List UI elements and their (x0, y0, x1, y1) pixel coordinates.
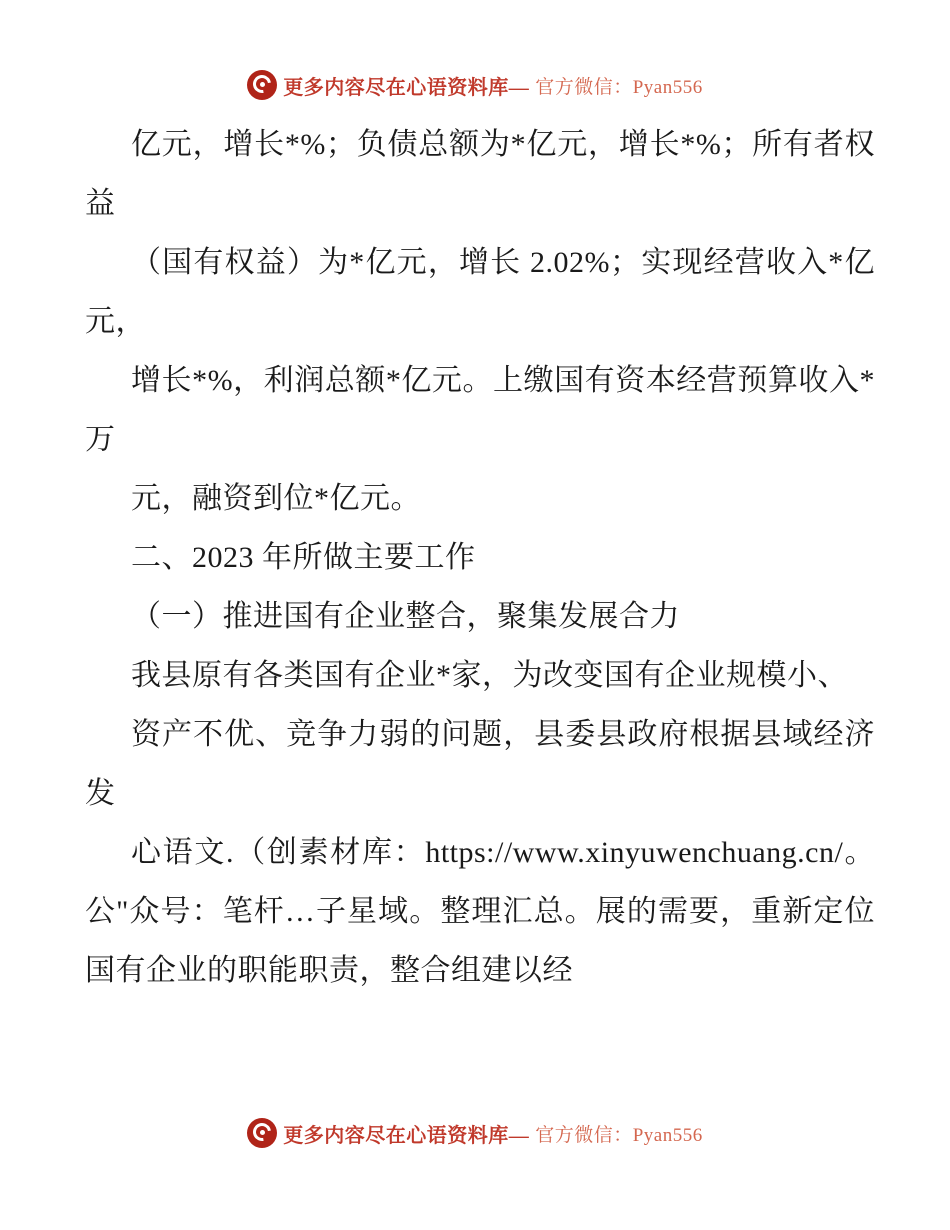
subsection-heading: （一）推进国有企业整合，聚集发展合力 (131, 600, 680, 633)
watermark-bottom-text: 更多内容尽在心语资料库— (283, 1124, 530, 1147)
circle-swirl-logo-icon (247, 70, 277, 100)
paragraph: 亿元，增长*%；负债总额为*亿元，增长*%；所有者权益 (85, 128, 875, 220)
paragraph: 元，融资到位*亿元。 (131, 482, 421, 515)
paragraph: （国有权益）为*亿元，增长 2.02%；实现经营收入*亿元， (85, 246, 875, 338)
paragraph: 我县原有各类国有企业*家，为改变国有企业规模小、 (131, 659, 848, 692)
watermark-top-text: 更多内容尽在心语资料库— (283, 76, 530, 99)
section-heading: 二、2023 年所做主要工作 (131, 541, 476, 574)
paragraph: 资产不优、竞争力弱的问题，县委县政府根据县域经济发 (85, 718, 875, 810)
circle-swirl-logo-icon (247, 1118, 277, 1148)
watermark-inline-paragraph: 心语文.（创素材库：https://www.xinyuwenchuang.cn/。公"众号：笔杆…子星域。整理汇总。展的需要，重新定位国有企业的职能职责，整合组建以经 (85, 836, 875, 987)
document-body (85, 115, 875, 1000)
watermark-bottom (0, 1118, 950, 1148)
watermark-top-subtext: 官方微信：Pyan556 (535, 76, 703, 98)
watermark-bottom-subtext: 官方微信：Pyan556 (535, 1124, 703, 1146)
paragraph: 增长*%，利润总额*亿元。上缴国有资本经营预算收入*万 (85, 364, 875, 456)
watermark-top (0, 70, 950, 100)
